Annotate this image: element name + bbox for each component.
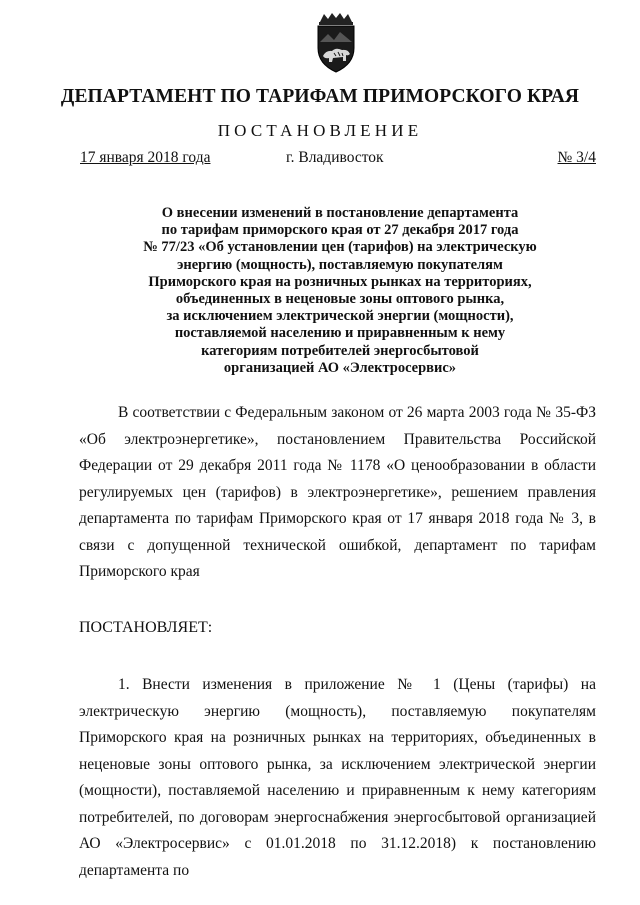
subject-line: поставляемой населению и приравненным к нему	[174, 325, 506, 342]
subject-line: объединенных в неценовые зоны оптового рынка,	[175, 291, 505, 308]
subject-line: О внесении изменений в постановление департамента	[161, 205, 519, 221]
department-title: ДЕПАРТАМЕНТ ПО ТАРИФАМ ПРИМОРСКОГО КРАЯ	[60, 86, 580, 107]
subject-line: за исключением электрической энергии (мощности),	[166, 308, 514, 325]
subject-line: № 77/23 «Об установлении цен (тарифов) на электрическую	[143, 239, 537, 256]
resolve-heading: ПОСТАНОВЛЯЕТ:	[79, 619, 213, 636]
document-city: г. Владивосток	[286, 149, 384, 166]
document-subject	[0, 205, 640, 377]
item-1-section	[79, 672, 596, 884]
preamble-section	[79, 400, 596, 586]
subject-line: по тарифам приморского края от 27 декабря 2017 года	[161, 222, 519, 239]
coat-of-arms-icon	[306, 12, 366, 74]
document-meta	[0, 149, 640, 171]
document-type: ПОСТАНОВЛЕНИЕ	[217, 121, 423, 140]
subject-line: Приморского края на розничных рынках на территориях,	[148, 273, 532, 290]
subject-line: категориям потребителей энергосбытовой	[201, 342, 479, 359]
subject-line: организацией АО «Электросервис»	[223, 359, 457, 376]
document-date: 17 января 2018 года	[80, 149, 211, 166]
subject-line: энергию (мощность), поставляемую покупателям	[177, 256, 503, 273]
item-1-paragraph: 1. Внести изменения в приложение № 1 (Цены (тарифы) на электрическую энергию (мощность), поставляемую покупателям Приморского края на розничных рынках на территориях, объединенных в неценовые зоны оптового рынка, за исключением электрической энергии (мощности), поставляемой населению и приравненным к нему категориям потребителей, по договорам энергоснабжения энергосбытовой организацией АО «Электросервис» с 01.01.2018 по 31.12.2018) к постановлению департамента по	[79, 676, 596, 879]
preamble-paragraph: В соответствии с Федеральным законом от 26 марта 2003 года № 35-ФЗ «Об электроэнергетике», постановлением Правительства Российской Федерации от 29 декабря 2011 года № 1178 «О ценообразовании в области регулируемых цен (тарифов) в электроэнергетике», решением правления департамента по тарифам Приморского края от 17 января 2018 года № 3, в связи с допущенной технической ошибкой, департамент по тарифам Приморского края	[79, 404, 596, 580]
document-number: № 3/4	[557, 149, 596, 166]
